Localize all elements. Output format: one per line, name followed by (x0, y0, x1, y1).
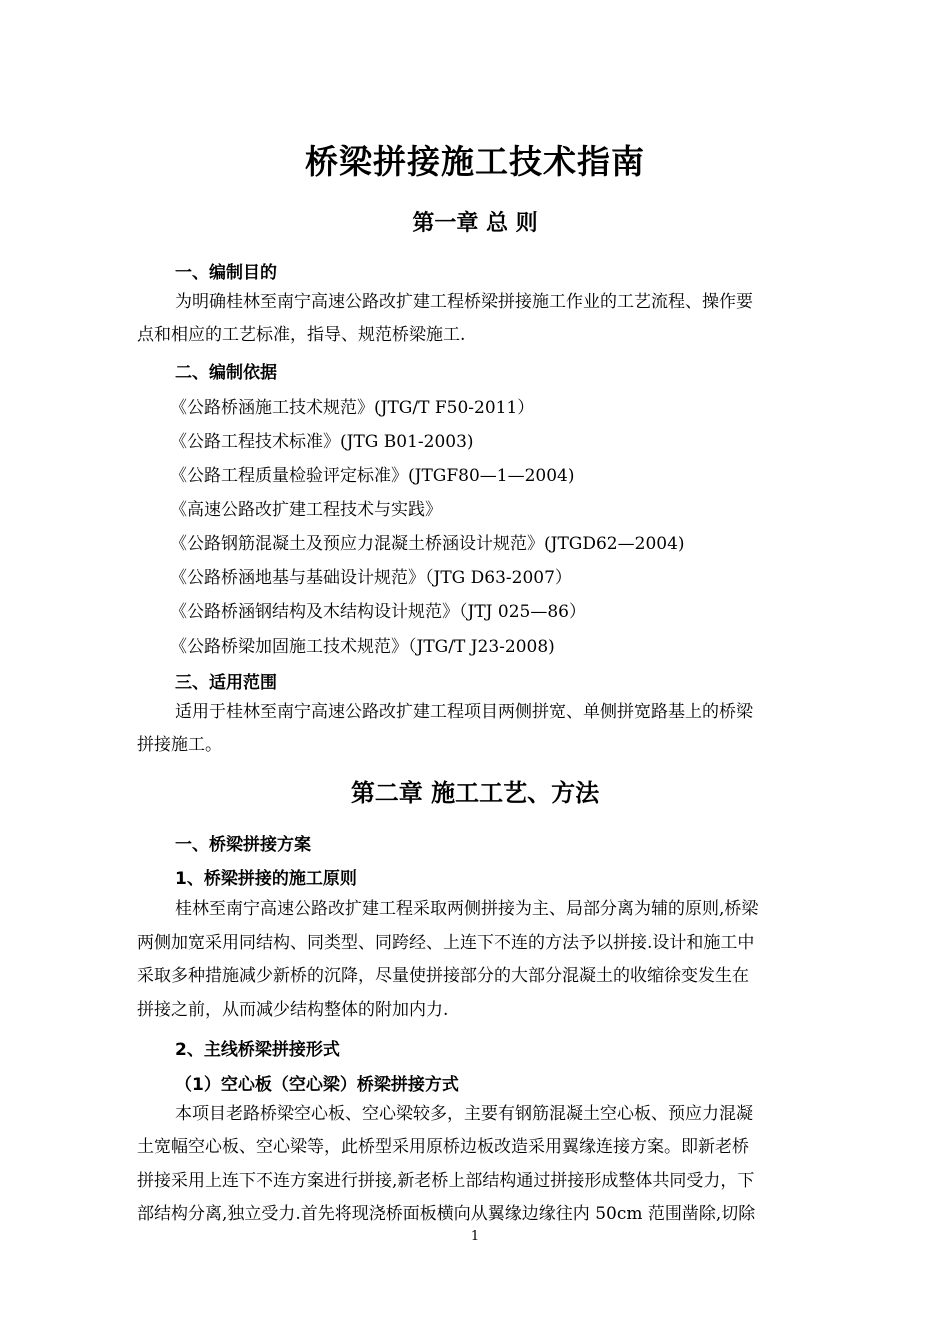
section-heading-purpose: 一、编制目的 (175, 263, 277, 283)
paragraph-line: 适用于桂林至南宁高速公路改扩建工程项目两侧拼宽、单侧拼宽路基上的桥梁 (175, 702, 753, 722)
reference-item: 《公路桥涵施工技术规范》(JTG/T F50-2011） (170, 398, 535, 418)
page-number: 1 (470, 1229, 480, 1244)
paragraph-line: 为明确桂林至南宁高速公路改扩建工程桥梁拼接施工作业的工艺流程、操作要 (175, 292, 753, 312)
reference-item: 《公路桥涵地基与基础设计规范》（JTG D63-2007） (170, 568, 572, 588)
section-heading-scope: 三、适用范围 (175, 673, 277, 693)
reference-item: 《公路桥涵钢结构及木结构设计规范》（JTJ 025—86） (170, 602, 586, 622)
chapter-2-heading: 第二章 施工工艺、方法 (350, 779, 600, 807)
paragraph-line: 本项目老路桥梁空心板、空心梁较多，主要有钢筋混凝土空心板、预应力混凝 (175, 1104, 753, 1124)
paragraph-line: 采取多种措施减少新桥的沉降，尽量使拼接部分的大部分混凝土的收缩徐变发生在 (137, 966, 749, 986)
reference-item: 《公路工程技术标准》(JTG B01-2003) (170, 432, 474, 452)
subsection-heading-hollow-slab: （1）空心板（空心梁）桥梁拼接方式 (175, 1075, 459, 1095)
reference-item: 《公路桥梁加固施工技术规范》（JTG/T J23-2008) (170, 637, 555, 657)
section-heading-basis: 二、编制依据 (175, 363, 277, 383)
paragraph-line: 拼接施工。 (137, 735, 222, 755)
reference-item: 《公路工程质量检验评定标准》(JTGF80—1—2004) (170, 466, 575, 486)
subsection-heading-principles: 1、桥梁拼接的施工原则 (175, 869, 357, 889)
section-heading-splice-plan: 一、桥梁拼接方案 (175, 835, 311, 855)
chapter-1-heading: 第一章 总 则 (412, 211, 538, 236)
paragraph-line: 土宽幅空心板、空心梁等，此桥型采用原桥边板改造采用翼缘连接方案。即新老桥 (137, 1137, 749, 1157)
document-title: 桥梁拼接施工技术指南 (305, 142, 645, 181)
reference-item: 《公路钢筋混凝土及预应力混凝土桥涵设计规范》(JTGD62—2004) (170, 534, 685, 554)
paragraph-line: 点和相应的工艺标准，指导、规范桥梁施工. (137, 325, 466, 345)
reference-item: 《高速公路改扩建工程技术与实践》 (170, 500, 442, 520)
subsection-heading-splice-forms: 2、主线桥梁拼接形式 (175, 1040, 340, 1060)
paragraph-line: 两侧加宽采用同结构、同类型、同跨经、上连下不连的方法予以拼接.设计和施工中 (137, 933, 755, 953)
paragraph-line: 拼接采用上连下不连方案进行拼接,新老桥上部结构通过拼接形成整体共同受力，下 (137, 1171, 755, 1191)
paragraph-line: 拼接之前，从而减少结构整体的附加内力. (137, 1000, 449, 1020)
paragraph-line: 部结构分离,独立受力.首先将现浇桥面板横向从翼缘边缘往内 50cm 范围凿除,切除 (137, 1204, 756, 1224)
paragraph-line: 桂林至南宁高速公路改扩建工程采取两侧拼接为主、局部分离为辅的原则,桥梁 (175, 899, 759, 919)
